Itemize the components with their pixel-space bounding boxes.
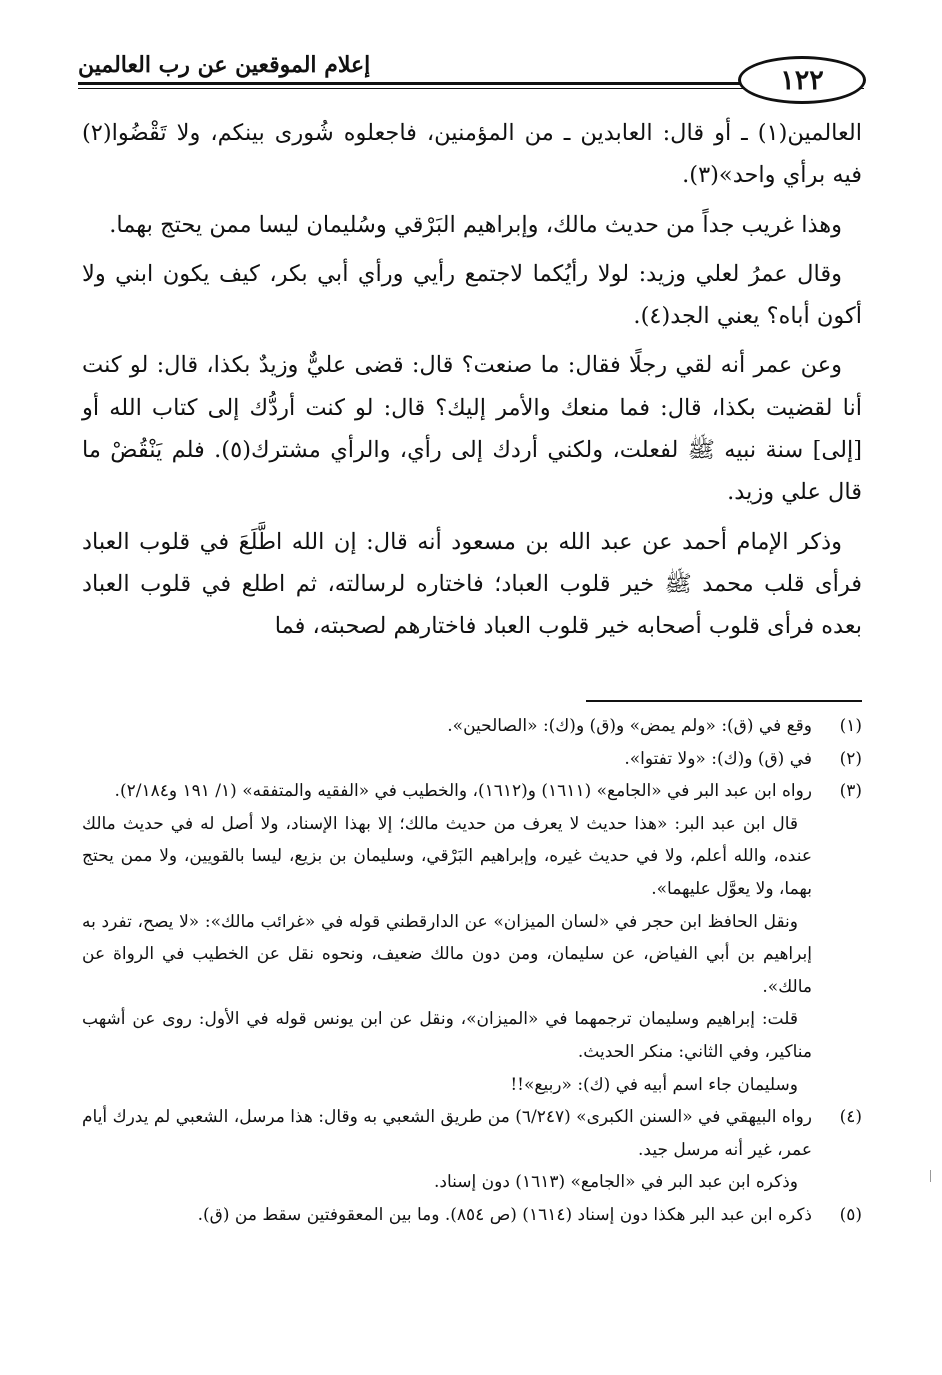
footnote-4-continuation [82,1166,862,1199]
footnote-number: (٣) [839,781,862,802]
paragraph: وذكر الإمام أحمد عن عبد الله بن مسعود أنه قال: إن الله اطَّلَعَ في قلوب العباد فرأى قلب محمد ﷺ خير قلوب العباد؛ فاختاره لرسالته، ثم اطلع في قلوب العباد بعده فرأى قلوب أصحابه خير قلوب العباد فاختارهم لصحبته، فما [82,528,862,640]
page-number: ١٢٢ [738,56,866,104]
footnote-3 [82,775,862,808]
scan-mark [930,1170,931,1182]
page-header [78,38,864,108]
footnote-number: (٤) [839,1107,862,1128]
main-text [82,112,862,655]
footnote-quote: قال ابن عبد البر: «هذا حديث لا يعرف من حديث مالك؛ إلا بهذا الإسناد، ولا أصل له في حديث مالك عنده، والله أعلم، ولا في حديث غيره، وإبراهيم البَرْقي، وسليمان بن بزيع، ليسا بالقويين، ولا ممن يحتج بهما، ولا يعوَّل عليهما». [82,813,812,899]
footnote-quote: قلت: إبراهيم وسليمان ترجمهما في «الميزان»، ونقل عن ابن يونس قوله في الأول: روى عن أشهب مناكير، وفي الثاني: منكر الحديث. [82,1009,812,1062]
footnote-quote: وذكره ابن عبد البر في «الجامع» (١٦١٣) دون إسناد. [433,1172,798,1193]
book-title: إعلام الموقعين عن رب العالمين [78,52,371,78]
footnote-text: رواه البيهقي في «السنن الكبرى» (٦/٢٤٧) من طريق الشعبي به وقال: هذا مرسل، الشعبي لم يدرك أيام عمر، غير أنه مرسل جيد. [82,1107,812,1160]
footnote-text: في (ق) و(ك): «ولا تفتوا». [624,748,812,769]
footnote-quote: وسليمان جاء اسم أبيه في (ك): «ربيع»!! [510,1074,798,1095]
footnote-5 [82,1199,862,1232]
footnotes [82,710,862,1232]
footnote-3-continuation [82,808,862,1101]
paragraph: وقال عمرُ لعلي وزيد: لولا رأيُكما لاجتمع رأيي ورأي أبي بكر، كيف يكون ابني ولا أكون أباه؟ يعني الجد(٤). [82,260,862,330]
footnote-number: (٥) [839,1204,862,1225]
footnote-number: (٢) [839,748,862,769]
footnote-2 [82,743,862,776]
paragraph: وعن عمر أنه لقي رجلًا فقال: ما صنعت؟ قال: قضى عليٌّ وزيدٌ بكذا، قال: لو كنت أنا لقضيت بكذا، قال: فما منعك والأمر إليك؟ قال: لو كنت أردُّك إلى كتاب الله أو [إلى] سنة نبيه ﷺ لفعلت، ولكني أردك إلى رأي، والرأي مشترك(٥). فلم يَنْقُضْ ما قال علي وزيد. [82,352,862,506]
footnote-1 [82,710,862,743]
footnote-text: ذكره ابن عبد البر هكذا دون إسناد (١٦١٤) (ص ٨٥٤). وما بين المعقوفتين سقط من (ق). [197,1204,812,1225]
paragraph: وهذا غريب جداً من حديث مالك، وإبراهيم البَرْقي وسُليمان ليسا ممن يحتج بهما. [109,211,842,238]
footnote-separator [586,700,862,702]
footnote-number: (١) [839,716,862,736]
footnote-4 [82,1101,862,1166]
footnote-quote: ونقل الحافظ ابن حجر في «لسان الميزان» عن الدارقطني قوله في «غرائب مالك»: «لا يصح، تفرد به إبراهيم بن أبي الفياض، عن سليمان، ومن دون مالك ضعيف، ونحوه نقل عن الخطيب في الرواة عن مالك». [82,911,812,997]
footnote-text: وقع في (ق): «ولم يمض» و(ق) و(ك): «الصالحين». [447,716,812,736]
paragraph: العالمين(١) ـ أو قال: العابدين ـ من المؤمنين، فاجعلوه شُورى بينكم، ولا تَقْضُوا(٢) فيه برأي واحد»(٣). [82,120,862,189]
footnote-text: رواه ابن عبد البر في «الجامع» (١٦١١) و(١٦١٢)، والخطيب في «الفقيه والمتفقه» (١/ ١٩١ و٢/١٨٤). [114,781,812,802]
